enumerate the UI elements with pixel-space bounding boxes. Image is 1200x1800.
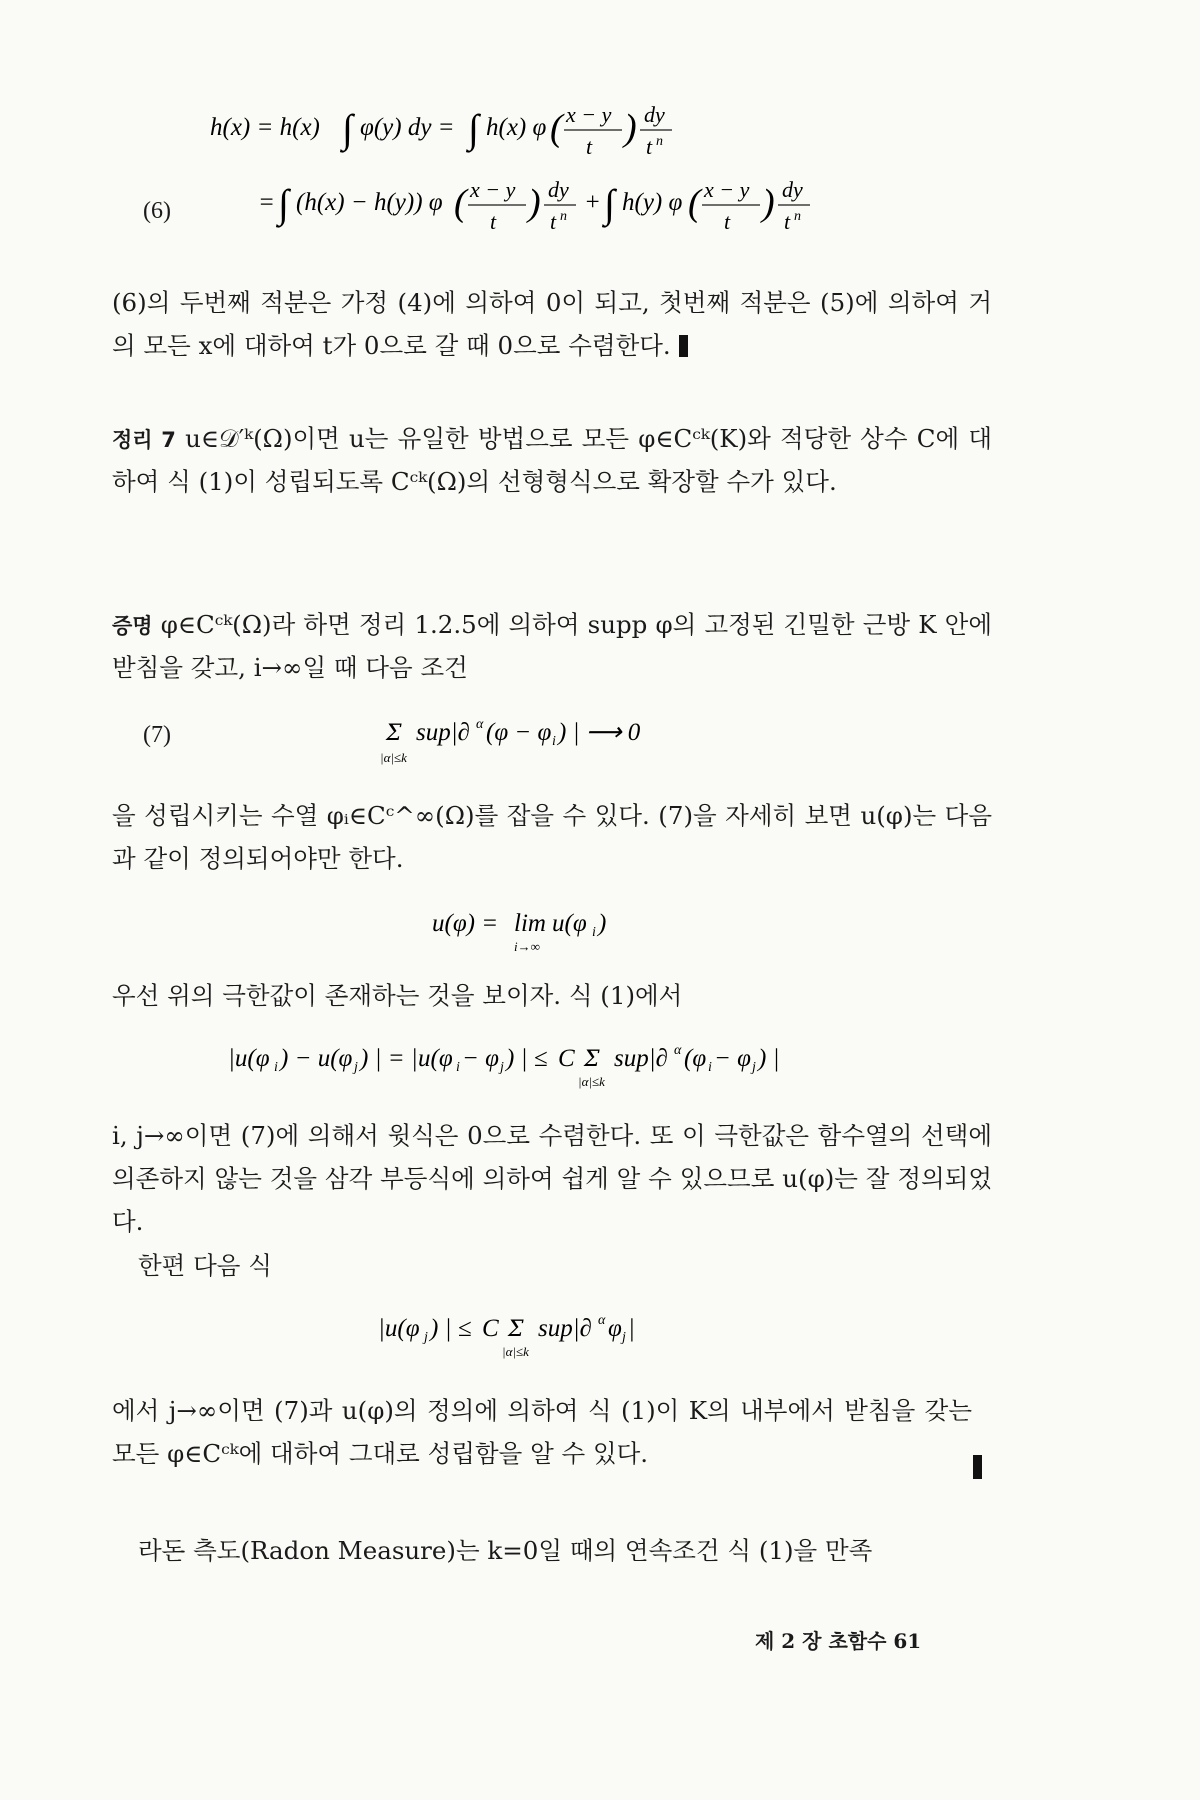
- paragraph-first-text: 우선 위의 극한값이 존재하는 것을 보이자. 식 (1)에서: [112, 981, 683, 1010]
- svg-text:u(φ: u(φ: [552, 910, 587, 937]
- svg-text:) | ≤: ) | ≤: [430, 1315, 472, 1342]
- paragraph-sequence-text: 을 성립시키는 수열 φᵢ∈Cᶜ^∞(Ω)를 잡을 수 있다. (7)을 자세히 보면 u(φ)는 다음과 같이 정의되어야만 한다.: [112, 801, 992, 873]
- svg-text:u(φ) =: u(φ) =: [432, 910, 499, 937]
- svg-text:i: i: [592, 925, 596, 940]
- paragraph-conclude: [112, 1390, 972, 1476]
- paragraph-conclude-text: 에서 j→∞이면 (7)과 u(φ)의 정의에 의하여 식 (1)이 K의 내부에서 받침을 갖는 모든 φ∈Cᶜᵏ에 대하여 그대로 성립함을 알 수 있다.: [112, 1396, 972, 1468]
- svg-text:α: α: [598, 1313, 606, 1328]
- svg-text:): ): [762, 182, 775, 224]
- svg-text:i→∞: i→∞: [514, 939, 540, 954]
- svg-text:x − y: x − y: [704, 177, 750, 202]
- svg-text:C: C: [558, 1045, 575, 1072]
- svg-text:j: j: [424, 1330, 428, 1345]
- svg-text:j: j: [752, 1060, 756, 1075]
- cauchy-estimate-svg: [228, 1040, 928, 1100]
- svg-text:+: +: [584, 189, 601, 216]
- svg-text:) |: ) |: [758, 1045, 780, 1072]
- svg-text:t: t: [586, 134, 593, 159]
- qed-mark-proof: [973, 1455, 982, 1479]
- svg-text:sup|∂: sup|∂: [614, 1045, 668, 1072]
- svg-text:(φ: (φ: [684, 1045, 707, 1072]
- svg-text:α: α: [476, 717, 484, 732]
- svg-text:|u(φ: |u(φ: [378, 1315, 420, 1342]
- svg-text:|α|≤k: |α|≤k: [502, 1344, 529, 1359]
- svg-text:t: t: [490, 209, 497, 234]
- svg-text:∫: ∫: [468, 106, 479, 151]
- svg-text:dy: dy: [644, 102, 665, 127]
- svg-text:|α|≤k: |α|≤k: [380, 750, 407, 765]
- svg-text:n: n: [560, 209, 567, 224]
- svg-text:∫: ∫: [342, 106, 353, 151]
- svg-text:h(y) φ: h(y) φ: [622, 189, 683, 216]
- svg-text:i: i: [552, 734, 556, 749]
- equation-7-label: (7): [143, 722, 171, 748]
- svg-text:n: n: [794, 209, 801, 224]
- paragraph-convergence-text: i, j→∞이면 (7)에 의해서 윗식은 0으로 수렴한다. 또 이 극한값은 함수열의 선택에 의존하지 않는 것을 삼각 부등식에 의하여 쉽게 알 수 있으므로 u(φ)는 잘 정의되었다.: [112, 1121, 992, 1236]
- svg-text:t: t: [646, 134, 653, 159]
- svg-text:x − y: x − y: [470, 177, 516, 202]
- equation-6-line-1-svg: [210, 100, 810, 170]
- paragraph-radon: [138, 1530, 1008, 1573]
- svg-text:Σ: Σ: [386, 721, 402, 746]
- svg-text:(h(x) − h(y)) φ: (h(x) − h(y)) φ: [296, 189, 443, 216]
- bound-equation-svg: [378, 1310, 778, 1370]
- svg-text:dy: dy: [548, 177, 569, 202]
- paragraph-after-eq6-text: (6)의 두번째 적분은 가정 (4)에 의하여 0이 되고, 첫번째 적분은 (5)에 의하여 거의 모든 x에 대하여 t가 0으로 갈 때 0으로 수렴한다.: [112, 288, 992, 360]
- theorem-label: 정리 7: [112, 428, 176, 452]
- svg-text:∫: ∫: [604, 181, 615, 226]
- paragraph-after-eq6: [112, 282, 992, 368]
- svg-text:=: =: [258, 189, 275, 216]
- equation-7-svg: [380, 712, 780, 772]
- svg-text:j: j: [622, 1330, 626, 1345]
- svg-text:i: i: [708, 1060, 712, 1075]
- svg-text:φ: φ: [608, 1315, 622, 1342]
- svg-text:j: j: [354, 1060, 358, 1075]
- svg-text:φ(y) dy =: φ(y) dy =: [360, 114, 455, 141]
- svg-text:(: (: [550, 107, 563, 149]
- page-footer: 제 2 장 초함수 61: [755, 1629, 922, 1653]
- svg-text:∫: ∫: [278, 181, 289, 226]
- svg-text:h(x) φ: h(x) φ: [486, 114, 547, 141]
- svg-text:− φ: − φ: [714, 1045, 751, 1072]
- paragraph-next: [138, 1245, 992, 1288]
- svg-text:− φ: − φ: [462, 1045, 499, 1072]
- svg-text:n: n: [656, 134, 663, 149]
- svg-text:|α|≤k: |α|≤k: [578, 1074, 605, 1089]
- svg-text:Σ: Σ: [508, 1317, 524, 1342]
- paragraph-first: [112, 975, 992, 1018]
- svg-text:sup|∂: sup|∂: [538, 1315, 592, 1342]
- svg-text:x − y: x − y: [566, 102, 612, 127]
- svg-text:|u(φ: |u(φ: [228, 1045, 270, 1072]
- svg-text:) | = |: ) | = |: [360, 1045, 418, 1072]
- paragraph-convergence: [112, 1115, 992, 1244]
- theorem-7: [112, 418, 992, 504]
- limit-equation-svg: [432, 905, 752, 965]
- proof: [112, 604, 992, 690]
- svg-text:(: (: [688, 182, 701, 224]
- paragraph-next-text: 한편 다음 식: [138, 1251, 272, 1280]
- svg-text:C: C: [482, 1315, 499, 1342]
- svg-text:t: t: [724, 209, 731, 234]
- theorem-text: u∈𝒟′ᵏ(Ω)이면 u는 유일한 방법으로 모든 φ∈Cᶜᵏ(K)와 적당한 상수 C에 대하여 식 (1)이 성립되도록 Cᶜᵏ(Ω)의 선형형식으로 확장할 수가 있다.: [112, 424, 992, 496]
- svg-text:): ): [624, 107, 637, 149]
- svg-text:) | ⟶ 0: ) | ⟶ 0: [558, 719, 641, 746]
- svg-text:lim: lim: [514, 910, 546, 937]
- svg-text:|: |: [628, 1315, 635, 1342]
- svg-text:t: t: [784, 209, 791, 234]
- proof-text: φ∈Cᶜᵏ(Ω)라 하면 정리 1.2.5에 의하여 supp φ의 고정된 긴밀한 근방 K 안에 받침을 갖고, i→∞일 때 다음 조건: [112, 610, 992, 682]
- svg-text:) | ≤: ) | ≤: [506, 1045, 548, 1072]
- proof-label: 증명: [112, 614, 153, 638]
- svg-text:i: i: [456, 1060, 460, 1075]
- svg-text:α: α: [674, 1043, 682, 1058]
- equation-6-label: (6): [143, 198, 171, 224]
- paragraph-radon-text: 라돈 측도(Radon Measure)는 k=0일 때의 연속조건 식 (1)을 만족: [138, 1536, 873, 1565]
- svg-text:j: j: [500, 1060, 504, 1075]
- svg-text:): ): [598, 910, 607, 937]
- svg-text:) − u(φ: ) − u(φ: [280, 1045, 353, 1072]
- paragraph-sequence: [112, 795, 992, 881]
- svg-text:h(x) = h(x): h(x) = h(x): [210, 114, 320, 141]
- svg-text:dy: dy: [782, 177, 803, 202]
- svg-text:Σ: Σ: [584, 1047, 600, 1072]
- svg-text:sup|∂: sup|∂: [416, 719, 470, 746]
- equation-6-line-2-svg: [258, 175, 978, 245]
- svg-text:): ): [528, 182, 541, 224]
- svg-text:t: t: [550, 209, 557, 234]
- svg-text:(: (: [454, 182, 467, 224]
- svg-text:u(φ: u(φ: [418, 1045, 453, 1072]
- svg-text:i: i: [274, 1060, 278, 1075]
- svg-text:(φ − φ: (φ − φ: [486, 719, 552, 746]
- qed-mark: [679, 335, 688, 357]
